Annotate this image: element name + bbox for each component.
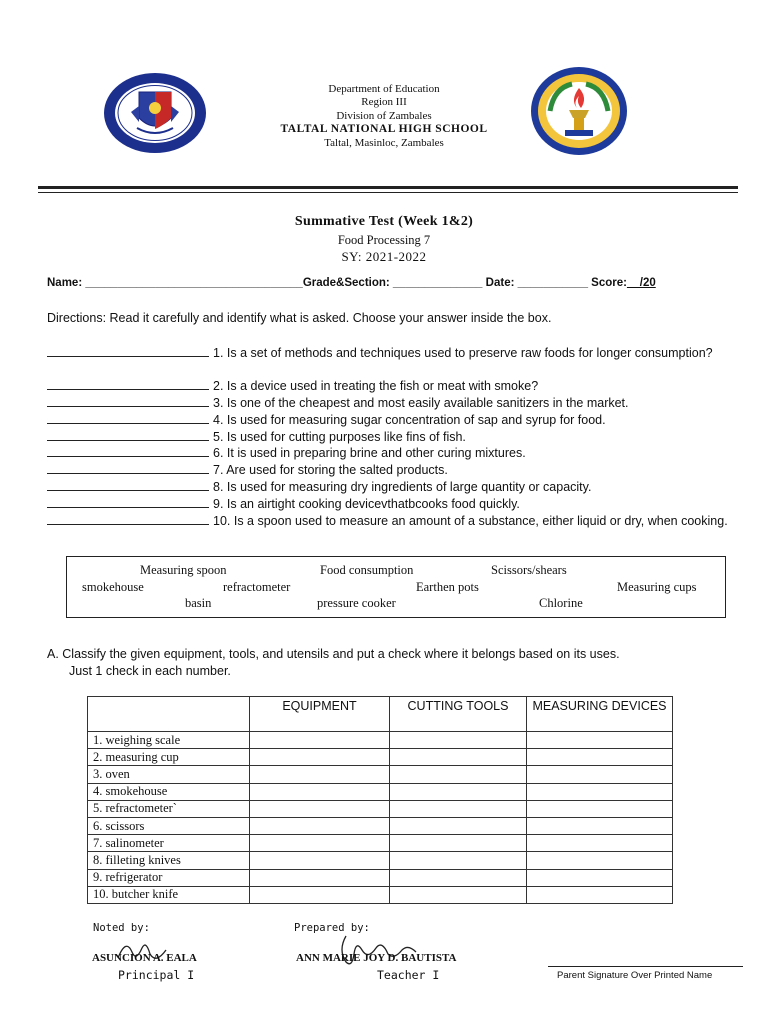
- choice-item: Measuring cups: [617, 580, 697, 594]
- choice-item: basin: [185, 596, 212, 610]
- region-line: Region III: [361, 96, 407, 108]
- row-label: 2. measuring cup: [88, 749, 250, 766]
- check-cell[interactable]: [527, 817, 673, 834]
- check-cell[interactable]: [527, 886, 673, 903]
- header-cell: [88, 697, 250, 732]
- header-cell: CUTTING TOOLS: [390, 697, 527, 732]
- section-a-line2: Just 1 check in each number.: [69, 664, 231, 678]
- check-cell[interactable]: [527, 852, 673, 869]
- choice-item: refractometer: [223, 580, 291, 594]
- check-cell[interactable]: [250, 783, 390, 800]
- answer-blank[interactable]: [47, 513, 209, 525]
- question-item: 4. Is used for measuring sugar concentration of sap and syrup for food.: [47, 412, 737, 429]
- row-label: 6. scissors: [88, 817, 250, 834]
- teacher-name: ANN MARIE JOY D. BAUTISTA: [296, 952, 457, 964]
- score-label: Score:: [591, 277, 627, 289]
- principal-title: Principal I: [118, 968, 195, 982]
- choice-item: Measuring spoon: [140, 563, 227, 577]
- teacher-signature-scribble: [332, 930, 422, 970]
- answer-blank[interactable]: [47, 429, 209, 441]
- teacher-title: Teacher I: [377, 968, 440, 982]
- table-row: [88, 783, 673, 800]
- school-year: SY: 2021-2022: [341, 249, 427, 264]
- parent-signature-line[interactable]: [548, 966, 743, 967]
- school-name: TALTAL NATIONAL HIGH SCHOOL: [280, 123, 488, 135]
- directions-text: Directions: Read it carefully and identify what is asked. Choose your answer inside the box.: [47, 311, 552, 325]
- check-cell[interactable]: [250, 835, 390, 852]
- check-cell[interactable]: [527, 869, 673, 886]
- table-row: [88, 835, 673, 852]
- check-cell[interactable]: [250, 817, 390, 834]
- check-cell[interactable]: [527, 766, 673, 783]
- table-row: [88, 766, 673, 783]
- check-cell[interactable]: [390, 852, 527, 869]
- question-item: 9. Is an airtight cooking devicevthatbcooks food quickly.: [47, 496, 737, 513]
- table-header-row: [88, 697, 673, 732]
- row-label: 1. weighing scale: [88, 732, 250, 749]
- header-cell: MEASURING DEVICES: [527, 697, 673, 732]
- table-row: [88, 852, 673, 869]
- row-label: 4. smokehouse: [88, 783, 250, 800]
- row-label: 3. oven: [88, 766, 250, 783]
- header-rule-thin: [38, 192, 738, 193]
- student-info-line: [47, 277, 656, 289]
- test-title: Summative Test (Week 1&2): [294, 214, 474, 229]
- check-cell[interactable]: [527, 749, 673, 766]
- choice-item: pressure cooker: [317, 596, 396, 610]
- row-label: 5. refractometer`: [88, 800, 250, 817]
- check-cell[interactable]: [390, 869, 527, 886]
- check-cell[interactable]: [250, 852, 390, 869]
- table-row: [88, 749, 673, 766]
- school-address: Taltal, Masinloc, Zambales: [324, 137, 444, 149]
- section-a-line1: A. Classify the given equipment, tools, and utensils and put a check where it belongs based on its uses.: [47, 647, 620, 661]
- check-cell[interactable]: [390, 886, 527, 903]
- choice-item: Chlorine: [539, 596, 583, 610]
- date-field[interactable]: Date: ___________: [482, 277, 592, 289]
- question-item: 1. Is a set of methods and techniques used to preserve raw foods for longer consumption?: [47, 345, 737, 362]
- section-a-instructions: [47, 646, 620, 680]
- table-row: [88, 817, 673, 834]
- prepared-by-label: Prepared by:: [294, 922, 370, 934]
- check-cell[interactable]: [390, 800, 527, 817]
- answer-blank[interactable]: [47, 462, 209, 474]
- noted-by-label: Noted by:: [93, 922, 150, 934]
- header-cell: EQUIPMENT: [250, 697, 390, 732]
- answer-blank[interactable]: [47, 412, 209, 424]
- answer-blank[interactable]: [47, 445, 209, 457]
- check-cell[interactable]: [390, 783, 527, 800]
- classification-table: [87, 696, 673, 904]
- table-row: [88, 869, 673, 886]
- question-item: 2. Is a device used in treating the fish or meat with smoke?: [47, 378, 737, 395]
- division-line: Division of Zambales: [336, 110, 432, 122]
- check-cell[interactable]: [250, 749, 390, 766]
- row-label: 9. refrigerator: [88, 869, 250, 886]
- question-item: 10. Is a spoon used to measure an amount of a substance, either liquid or dry, when cooking.: [47, 513, 737, 530]
- score-field[interactable]: __/20: [626, 277, 656, 289]
- subject-title: Food Processing 7: [337, 233, 431, 247]
- question-item: 5. Is used for cutting purposes like fins of fish.: [47, 429, 737, 446]
- question-item: 7. Are used for storing the salted products.: [47, 462, 737, 479]
- row-label: 10. butcher knife: [88, 886, 250, 903]
- grade-section-field[interactable]: Grade&Section: ______________: [302, 277, 483, 289]
- answer-blank[interactable]: [47, 345, 209, 357]
- check-cell[interactable]: [390, 835, 527, 852]
- table-row: [88, 800, 673, 817]
- check-cell[interactable]: [250, 732, 390, 749]
- question-item: 8. Is used for measuring dry ingredients of large quantity or capacity.: [47, 479, 737, 496]
- check-cell[interactable]: [250, 886, 390, 903]
- choice-item: smokehouse: [82, 580, 144, 594]
- header-rule-thick: [38, 186, 738, 189]
- table-row: [88, 732, 673, 749]
- principal-name: ASUNCION A. EALA: [92, 952, 197, 964]
- choice-item: Scissors/shears: [491, 563, 567, 577]
- answer-blank[interactable]: [47, 378, 209, 390]
- check-cell[interactable]: [390, 766, 527, 783]
- check-cell[interactable]: [527, 783, 673, 800]
- answer-blank[interactable]: [47, 479, 209, 491]
- check-cell[interactable]: [390, 817, 527, 834]
- parent-signature-label: Parent Signature Over Printed Name: [557, 970, 713, 981]
- answer-blank[interactable]: [47, 395, 209, 407]
- check-cell[interactable]: [527, 732, 673, 749]
- check-cell[interactable]: [250, 766, 390, 783]
- name-field[interactable]: Name: __________________________________: [47, 277, 303, 289]
- question-item: 3. Is one of the cheapest and most easily available sanitizers in the market.: [47, 395, 737, 412]
- check-cell[interactable]: [390, 732, 527, 749]
- check-cell[interactable]: [527, 835, 673, 852]
- dept-line: Department of Education: [328, 83, 440, 95]
- choice-item: Earthen pots: [416, 580, 479, 594]
- check-cell[interactable]: [527, 800, 673, 817]
- check-cell[interactable]: [250, 869, 390, 886]
- school-seal-logo: [530, 66, 628, 156]
- choice-item: Food consumption: [320, 563, 414, 577]
- table-row: [88, 886, 673, 903]
- question-item: 6. It is used in preparing brine and other curing mixtures.: [47, 445, 737, 462]
- check-cell[interactable]: [250, 800, 390, 817]
- answer-blank[interactable]: [47, 496, 209, 508]
- row-label: 8. filleting knives: [88, 852, 250, 869]
- check-cell[interactable]: [390, 749, 527, 766]
- row-label: 7. salinometer: [88, 835, 250, 852]
